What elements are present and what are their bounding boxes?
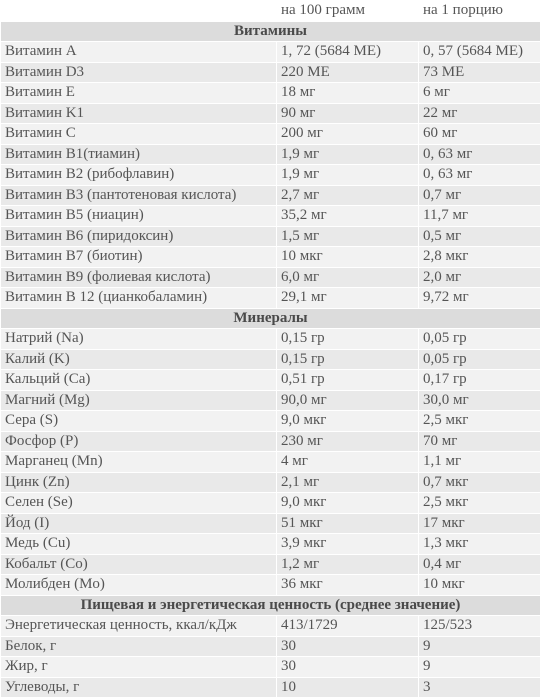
table-row	[1, 431, 540, 452]
per-serving-value: 0,17 гр	[419, 370, 540, 391]
nutrient-name: Калий (K)	[1, 349, 277, 370]
table-row	[1, 288, 540, 309]
header-per-100g: на 100 грамм	[277, 1, 419, 22]
nutrient-name: Жир, г	[1, 657, 277, 678]
per-100g-value: 51 мкг	[277, 513, 419, 534]
per-100g-value: 0,15 гр	[277, 329, 419, 350]
table-row	[1, 165, 540, 186]
per-serving-value: 2,0 мг	[419, 267, 540, 288]
table-row	[1, 124, 540, 145]
nutrient-name: Фосфор (P)	[1, 431, 277, 452]
nutrient-name: Витамин B 12 (цианкобаламин)	[1, 288, 277, 309]
nutrient-name: Кальций (Ca)	[1, 370, 277, 391]
nutrition-table-body	[1, 1, 540, 698]
per-100g-value: 2,1 мг	[277, 472, 419, 493]
per-serving-value: 30,0 мг	[419, 390, 540, 411]
table-row	[1, 452, 540, 473]
per-serving-value: 125/523	[419, 616, 540, 637]
per-serving-value: 10 мкг	[419, 575, 540, 596]
table-row	[1, 657, 540, 678]
table-row	[1, 83, 540, 104]
section-title: Витамины	[1, 21, 540, 42]
per-100g-value: 200 мг	[277, 124, 419, 145]
per-serving-value: 6 мг	[419, 83, 540, 104]
nutrient-name: Марганец (Mn)	[1, 452, 277, 473]
per-100g-value: 10	[277, 677, 419, 698]
nutrient-name: Витамин D3	[1, 62, 277, 83]
nutrient-name: Магний (Mg)	[1, 390, 277, 411]
section-title: Минералы	[1, 308, 540, 329]
table-row	[1, 636, 540, 657]
per-serving-value: 0,05 гр	[419, 329, 540, 350]
nutrient-name: Селен (Se)	[1, 493, 277, 514]
section-title: Пищевая и энергетическая ценность (среднее значение)	[1, 595, 540, 616]
table-row	[1, 103, 540, 124]
per-serving-value: 22 мг	[419, 103, 540, 124]
per-serving-value: 2,5 мкг	[419, 411, 540, 432]
per-100g-value: 2,7 мг	[277, 185, 419, 206]
per-serving-value: 3	[419, 677, 540, 698]
table-row	[1, 554, 540, 575]
table-row	[1, 185, 540, 206]
nutrient-name: Йод (I)	[1, 513, 277, 534]
per-serving-value: 0, 63 мг	[419, 144, 540, 165]
header-per-serving: на 1 порцию	[419, 1, 540, 22]
per-serving-value: 0,7 мг	[419, 185, 540, 206]
per-100g-value: 413/1729	[277, 616, 419, 637]
table-row	[1, 616, 540, 637]
per-100g-value: 9,0 мкг	[277, 411, 419, 432]
per-100g-value: 230 мг	[277, 431, 419, 452]
nutrient-name: Белок, г	[1, 636, 277, 657]
per-serving-value: 0, 63 мг	[419, 165, 540, 186]
table-row	[1, 206, 540, 227]
per-serving-value: 11,7 мг	[419, 206, 540, 227]
table-row	[1, 411, 540, 432]
nutrient-name: Витамин B3 (пантотеновая кислота)	[1, 185, 277, 206]
table-row	[1, 329, 540, 350]
per-serving-value: 0,7 мкг	[419, 472, 540, 493]
nutrient-name: Витамин B9 (фолиевая кислота)	[1, 267, 277, 288]
per-100g-value: 4 мг	[277, 452, 419, 473]
nutrient-name: Витамин A	[1, 42, 277, 63]
nutrient-name: Витамин B1(тиамин)	[1, 144, 277, 165]
per-serving-value: 60 мг	[419, 124, 540, 145]
nutrient-name: Витамин K1	[1, 103, 277, 124]
nutrient-name: Сера (S)	[1, 411, 277, 432]
nutrient-name: Углеводы, г	[1, 677, 277, 698]
per-100g-value: 1, 72 (5684 МЕ)	[277, 42, 419, 63]
per-100g-value: 1,5 мг	[277, 226, 419, 247]
table-row	[1, 472, 540, 493]
header-row	[1, 1, 540, 22]
per-serving-value: 0, 57 (5684 МЕ)	[419, 42, 540, 63]
per-100g-value: 0,15 гр	[277, 349, 419, 370]
per-100g-value: 1,9 мг	[277, 144, 419, 165]
per-100g-value: 35,2 мг	[277, 206, 419, 227]
section-header-energy	[1, 595, 540, 616]
table-row	[1, 226, 540, 247]
nutrient-name: Витамин B2 (рибофлавин)	[1, 165, 277, 186]
nutrient-name: Цинк (Zn)	[1, 472, 277, 493]
table-row	[1, 247, 540, 268]
table-row	[1, 390, 540, 411]
per-100g-value: 10 мкг	[277, 247, 419, 268]
table-row	[1, 144, 540, 165]
nutrient-name: Витамин B5 (ниацин)	[1, 206, 277, 227]
nutrient-name: Кобальт (Co)	[1, 554, 277, 575]
per-serving-value: 73 МЕ	[419, 62, 540, 83]
per-100g-value: 0,51 гр	[277, 370, 419, 391]
per-100g-value: 1,9 мг	[277, 165, 419, 186]
per-100g-value: 3,9 мкг	[277, 534, 419, 555]
table-row	[1, 370, 540, 391]
table-row	[1, 267, 540, 288]
per-serving-value: 0,4 мг	[419, 554, 540, 575]
table-row	[1, 349, 540, 370]
table-row	[1, 534, 540, 555]
per-100g-value: 30	[277, 657, 419, 678]
per-100g-value: 18 мг	[277, 83, 419, 104]
section-header-vitamins	[1, 21, 540, 42]
per-serving-value: 0,5 мг	[419, 226, 540, 247]
per-100g-value: 1,2 мг	[277, 554, 419, 575]
per-serving-value: 17 мкг	[419, 513, 540, 534]
table-row	[1, 62, 540, 83]
per-100g-value: 29,1 мг	[277, 288, 419, 309]
per-serving-value: 9	[419, 657, 540, 678]
nutrient-name: Энергетическая ценность, ккал/кДж	[1, 616, 277, 637]
table-row	[1, 42, 540, 63]
per-100g-value: 9,0 мкг	[277, 493, 419, 514]
per-serving-value: 1,3 мкг	[419, 534, 540, 555]
per-serving-value: 70 мг	[419, 431, 540, 452]
per-serving-value: 2,8 мкг	[419, 247, 540, 268]
per-100g-value: 6,0 мг	[277, 267, 419, 288]
nutrient-name: Натрий (Na)	[1, 329, 277, 350]
table-row	[1, 575, 540, 596]
section-header-minerals	[1, 308, 540, 329]
nutrient-name: Витамин B6 (пиридоксин)	[1, 226, 277, 247]
per-serving-value: 0,05 гр	[419, 349, 540, 370]
per-serving-value: 9	[419, 636, 540, 657]
nutrient-name: Витамин E	[1, 83, 277, 104]
nutrient-name: Медь (Cu)	[1, 534, 277, 555]
nutrient-name: Витамин C	[1, 124, 277, 145]
nutrient-name: Витамин B7 (биотин)	[1, 247, 277, 268]
per-100g-value: 30	[277, 636, 419, 657]
per-100g-value: 36 мкг	[277, 575, 419, 596]
per-serving-value: 9,72 мг	[419, 288, 540, 309]
per-serving-value: 2,5 мкг	[419, 493, 540, 514]
nutrient-name: Молибден (Mo)	[1, 575, 277, 596]
table-row	[1, 493, 540, 514]
per-100g-value: 90,0 мг	[277, 390, 419, 411]
per-100g-value: 90 мг	[277, 103, 419, 124]
per-100g-value: 220 МЕ	[277, 62, 419, 83]
per-serving-value: 1,1 мг	[419, 452, 540, 473]
header-nutrient	[1, 1, 277, 22]
table-row	[1, 513, 540, 534]
table-row	[1, 677, 540, 698]
